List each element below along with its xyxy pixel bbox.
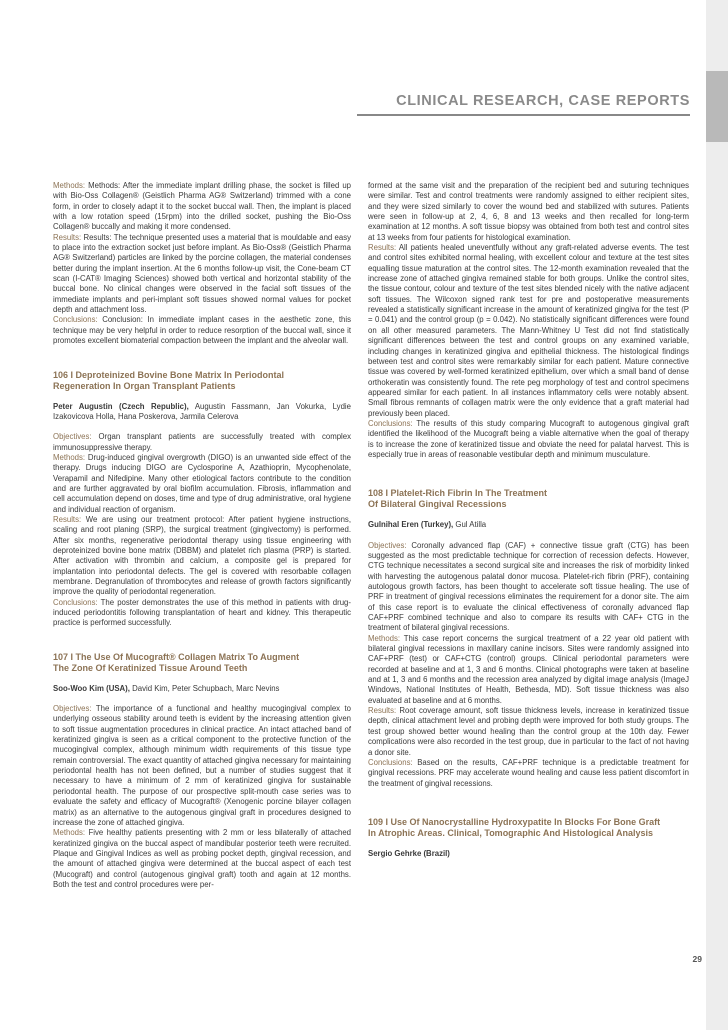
abstract-continued-text: formed at the same visit and the preparation of the recipient bed and suturing techniques were similar. Test and control treatments were randomly assigned to either recipient sites, and they were sized similarly to cover the wound bed and stabilized with sutures. Patients were seen in follow-up at 2, 4, 6, 8 and 13 weeks and then recalled for long-term examination at 12 months. A soft tissue biopsy was obtained from both test and control sites at 13 weeks from four patients for histological examination. xyxy=(368,181,689,242)
abstract-title: 107 I The Use Of Mucograft® Collagen Matrix To Augment The Zone Of Keratinized Tissue Around Teeth xyxy=(53,651,300,673)
abstract-objectives: Objectives: The importance of a functional and healthy mucogingival complex to underlying osseous stability around teeth is evident by the increasing attention given to soft tissue augmentation procedures in clinical practice. An intact attached band of keratinized gingiva is seen as a critical component to the protective function of the mucogingival complex, although minimum width requirements of this tissue type remain controversial. The exact quantity of attached gingiva necessary for maintaining periodontal health has not been defined, but a number of studies suggest that it necessary to have a minimum of 2 mm of keratinized gingiva for sustainable periodontal health. The purpose of our prospective split-mouth case series was to evaluate the safety and efficacy of Mucograft® (Xenogenic porcine bilayer collagen matrix) as an alternative to the autogenous gingival graft in procedures designed to increase the zone of attached gingiva. xyxy=(53,704,351,827)
abstract-objectives: Objectives: Organ transplant patients are successfully treated with complex immunosuppressive therapy. xyxy=(53,432,351,452)
abstract-title: 108 I Platelet-Rich Fibrin In The Treatment Of Bilateral Gingival Recessions xyxy=(368,488,548,510)
page-number: 29 xyxy=(692,954,702,964)
abstract-methods: Methods: Drug-induced gingival overgrowth (DIGO) is an unwanted side effect of the therapy. Drugs inducing DIGO are Cyclosporine A, Azathioprin, Mycophenolate, Verapamil and Nifedipine. Many other etiological factors contribute to the condition and are further aggravated by oral biofilm accumulation. Fibrosis, inflammation and cell accumulation depend on doses, time and type of drug administrative, oral hygiene and individual reaction of organism. xyxy=(53,452,351,514)
abstract-results: Results: We are using our treatment protocol: After patient hygiene instructions, scaling and root planing (SRP), the surgical treatment (gingivectomy) is performed. After six months, regenerative periodontal therapy using tissue engineering with deproteinized bovine bone matrix (DBBM) and platelet rich plasma (PRP) is started. After activation with thrombin and calcium, a composite gel is prepared for implantation into periodontal defects. The gel is covered with resorbable collagen membrane. Degranulation of thrombocytes and release of growth factors significantly improve the quality of periodontal regeneration. xyxy=(53,514,351,597)
abstract-authors: Peter Augustin (Czech Republic), Augustin Fassmann, Jan Vokurka, Lydie Izakovicova Holla, Hana Poskerova, Jarmila Celerova xyxy=(53,401,351,421)
abstract-continued-results: Results: Results: The technique presented uses a material that is mouldable and easy to place into the extraction socket just before implant. As Bio-Oss® (Geistlich Pharma AG® Switzerland) particles are linked by the porcine collagen, the material condenses better during the implant insertion. At the 6 months follow-up visit, the Cone-beam CT scan (I-CAT® Imaging Sciences) showed both vertical and horizontal stability of the buccal bone. No clinical changes were observed in the facial soft tissues of the immediate implants and peri-implant soft tissues showed normal values for pocket depth and attachment loss. xyxy=(53,232,351,315)
section-title: CLINICAL RESEARCH, CASE REPORTS xyxy=(396,93,690,109)
abstract-continued-conclusions: Conclusions: The results of this study comparing Mucograft to autogenous gingival graft identified the likelihood of the Mucograft being a viable alternative when the goal of therapy is to increase the zone of keratinized tissue and obviate the need for palatal harvest. This is especially true in areas of reasonable vestibular depth and minimum musculature. xyxy=(368,418,689,459)
header-rule xyxy=(357,114,690,116)
abstract-conclusions: Conclusions: The poster demonstrates the use of this method in patients with drug-induced periodontitis following transplantation of heart and kidney. This therapeutic practice is performed successfully. xyxy=(53,597,351,628)
left-column xyxy=(53,181,351,890)
abstract-objectives: Objectives: Coronally advanced flap (CAF) + connective tissue graft (CTG) has been suggested as the most predictable technique for correction of recession defects. However, CTG technique necessitates a second surgical site and increases the risk of morbidity linked with harvesting the autogenous palatal donor mucosa. Platelet-rich fibrin (PRF), containing autologous growth factors, has been thought to accelerate soft tissue healing. The use of PRF in treatment of gingival recessions eliminates the requirement for a donor site. The aim of this case report is to evaluate the clinical effectiveness of coronally advanced flap CAF+PRF combined technique and also to compare its results with CAF+ CTG in the treatment of bilateral gingival recessions. xyxy=(368,540,690,633)
abstract-methods: Methods: Five healthy patients presenting with 2 mm or less bilaterally of attached keratinized gingiva on the buccal aspect of mandibular posterior teeth were recruited. Plaque and Gingival Indices as well as probing pocket depth, gingival recession, and the amount of attached gingiva were determined at the buccal aspect of each test (Mucograft) and control (autogenous gingival graft) tooth and again at 12 months. Both the test and control procedures were per- xyxy=(53,828,351,889)
right-column xyxy=(368,181,689,869)
side-bar xyxy=(706,0,728,1030)
abstract-methods: Methods: This case report concerns the surgical treatment of a 22 year old patient with bilateral gingival recessions in maxillary canine incisors. Sites were randomly assigned into CAF+PRF (test) or CAF+CTG (control) groups. Clinical periodontal parameters were recorded at baseline and at 1, 3 and 6 months. Clinical photographs were taken at baseline and at 1, 3 and 6 months and the recession area analyzed by digital image analysis (ImageJ Windows, National Institutes of Health, Bethesda, MD). Soft tissue thickness was also evaluated at baseline and at 6 months. xyxy=(368,633,689,705)
abstract-109 xyxy=(368,817,689,859)
abstract-107 xyxy=(53,652,351,891)
section-tab-mark xyxy=(706,71,728,142)
abstract-continued-results: Results: All patients healed uneventfully without any graft-related adverse events. The test and control sites exhibited normal healing, with excellent colour and texture at the test sites equalling tissue maturation at the control sites. The 12-month examination revealed that the increase zone of attached gingiva remained stable for both groups. Unlike the control sites, the tissue contour, colour and texture of the test sites blended nicely with the native adjacent soft tissues. The Wilcoxon signed rank test for pre and postoperative measurements revealed a statistically significant increase in the amount of keratinized gingiva for the test (P = 0.041) and the control group (p = 0.042). No statistically significant differences were found on all other measured parameters. The Mann-Whitney U Test did not find statistically significant differences between the test and control groups on any examined variable, including changes in keratinized gingiva and epithelial thickness. The histological findings between test and control sites were remarkably similar for each patient. Mature connective tissue was covered by well-formed keratinized epithelium, over which a small band of dense orthokeratin was consistently found. The rete peg morphology of test and control specimens appeared similar for each patient. In all instances inflammatory cells were notably absent. Small fibrous remnants of collagen matrix were the only evidence that a graft material had previously been placed. xyxy=(368,243,689,418)
abstract-authors: Gulnihal Eren (Turkey), Gul Atilla xyxy=(368,520,487,530)
abstract-title: 109 I Use Of Nanocrystalline Hydroxypatite In Blocks For Bone Graft In Atrophic Areas. Clinical, Tomographic And Histological Analysis xyxy=(368,816,661,838)
abstract-106 xyxy=(53,370,351,629)
abstract-continued-conclusions: Conclusions: Conclusion: In immediate implant cases in the aesthetic zone, this technique may be very helpful in order to reduce resorption of the buccal wall, since it promotes excellent biomaterial compaction between the implant and the alveolar wall. xyxy=(53,315,352,346)
abstract-108 xyxy=(368,488,689,789)
abstract-authors: Sergio Gehrke (Brazil) xyxy=(368,848,450,858)
abstract-conclusions: Conclusions: Based on the results, CAF+PRF technique is a predictable treatment for gingival recessions. PRF may accelerate wound healing and cause less patient discomfort in the treatment of gingival recessions. xyxy=(368,757,689,788)
abstract-authors: Soo-Woo Kim (USA), David Kim, Peter Schupbach, Marc Nevins xyxy=(53,683,280,693)
abstract-results: Results: Root coverage amount, soft tissue thickness levels, increase in keratinized tissue depth, clinical attachment level and probing depth were improved for both study groups. The test group showed better wound healing than the control group at the 10th day. Fewer complications were also recorded in the test group, due in particular to the fact of not having a donor site. xyxy=(368,706,689,757)
abstract-continued-methods: Methods: Methods: After the immediate implant drilling phase, the socket is filled up with Bio-Oss Collagen® (Geistlich Pharma AG® Switzerland) trimmed with a cone form, in order to closely adapt it to the socket buccal wall. Then, the implant is placed with a low rotation speed (15rpm) into the drilled socket, pushing the Bio-Oss Collagen® buccally and making it more condensed. xyxy=(53,181,352,232)
abstract-title: 106 I Deproteinized Bovine Bone Matrix In Periodontal Regeneration In Organ Transplant Patients xyxy=(53,369,285,391)
